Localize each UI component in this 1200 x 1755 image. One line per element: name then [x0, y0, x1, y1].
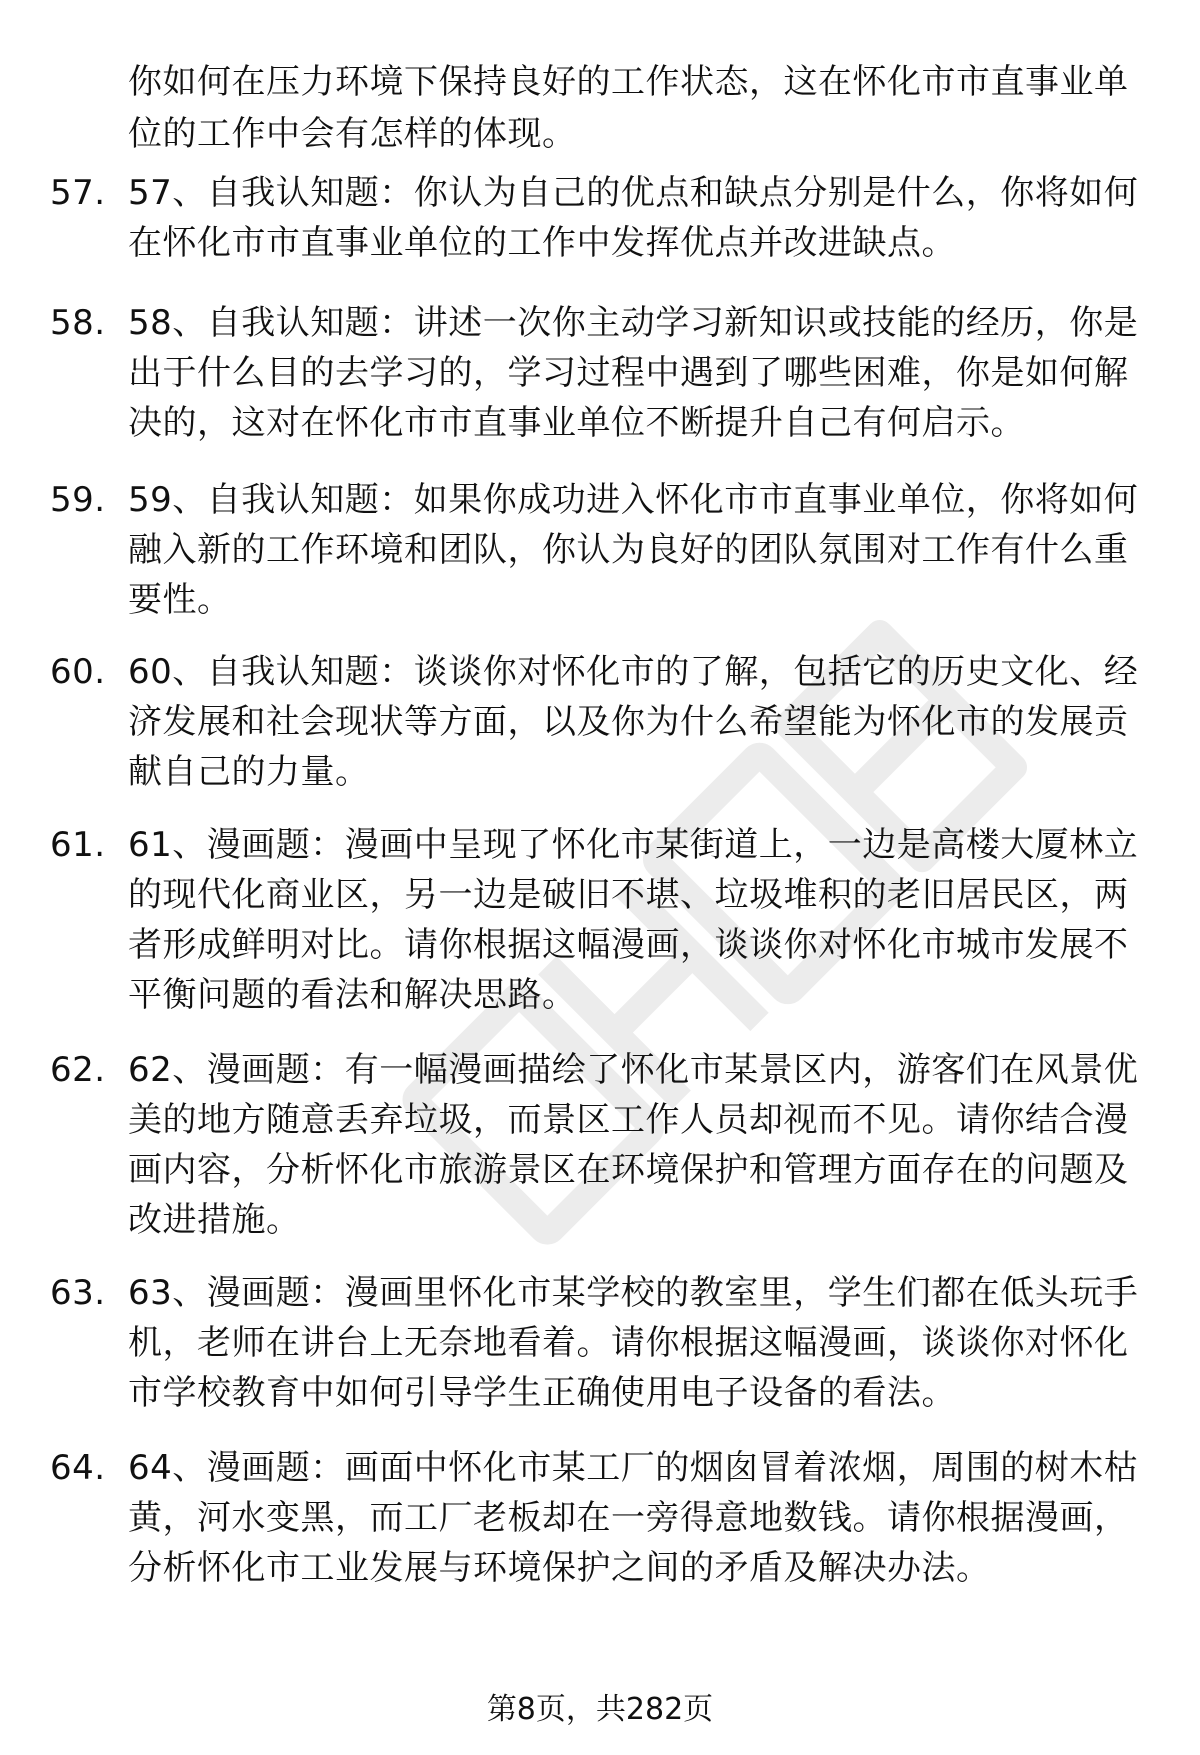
intro-paragraph: 你如何在压力环境下保持良好的工作状态，这在怀化市市直事业单位的工作中会有怎样的体现。 — [128, 62, 1129, 154]
list-item-number: 64. — [50, 1448, 106, 1488]
list-item-text: 62、漫画题：有一幅漫画描绘了怀化市某景区内，游客们在风景优美的地方随意丢弃垃圾，而景区工作人员却视而不见。请你结合漫画内容，分析怀化市旅游景区在环境保护和管理方面存在的问题及改进措施。 — [128, 1050, 1139, 1240]
list-item-text: 61、漫画题：漫画中呈现了怀化市某街道上，一边是高楼大厦林立的现代化商业区，另一边是破旧不堪、垃圾堆积的老旧居民区，两者形成鲜明对比。请你根据这幅漫画，谈谈你对怀化市城市发展不平衡问题的看法和解决思路。 — [128, 825, 1139, 1015]
list-item-text: 59、自我认知题：如果你成功进入怀化市市直事业单位，你将如何融入新的工作环境和团队，你认为良好的团队氛围对工作有什么重要性。 — [128, 480, 1139, 620]
list-item-number: 60. — [50, 652, 106, 692]
list-item-text: 57、自我认知题：你认为自己的优点和缺点分别是什么，你将如何在怀化市市直事业单位的工作中发挥优点并改进缺点。 — [128, 173, 1139, 263]
list-item-number: 63. — [50, 1273, 106, 1313]
list-item-text: 60、自我认知题：谈谈你对怀化市的了解，包括它的历史文化、经济发展和社会现状等方面，以及你为什么希望能为怀化市的发展贡献自己的力量。 — [128, 652, 1139, 792]
list-item-number: 61. — [50, 825, 106, 865]
list-item-number: 58. — [50, 303, 106, 343]
list-item-text: 58、自我认知题：讲述一次你主动学习新知识或技能的经历，你是出于什么目的去学习的，学习过程中遇到了哪些困难，你是如何解决的，这对在怀化市市直事业单位不断提升自己有何启示。 — [128, 303, 1139, 443]
page-number-footer: 第8页，共282页 — [486, 1692, 714, 1727]
list-item-number: 59. — [50, 480, 106, 520]
list-item-text: 63、漫画题：漫画里怀化市某学校的教室里，学生们都在低头玩手机，老师在讲台上无奈地看着。请你根据这幅漫画，谈谈你对怀化市学校教育中如何引导学生正确使用电子设备的看法。 — [128, 1273, 1139, 1413]
list-item-text: 64、漫画题：画面中怀化市某工厂的烟囱冒着浓烟，周围的树木枯黄，河水变黑，而工厂老板却在一旁得意地数钱。请你根据漫画，分析怀化市工业发展与环境保护之间的矛盾及解决办法。 — [128, 1448, 1139, 1588]
list-item-number: 57. — [50, 173, 106, 213]
list-item-number: 62. — [50, 1050, 106, 1090]
